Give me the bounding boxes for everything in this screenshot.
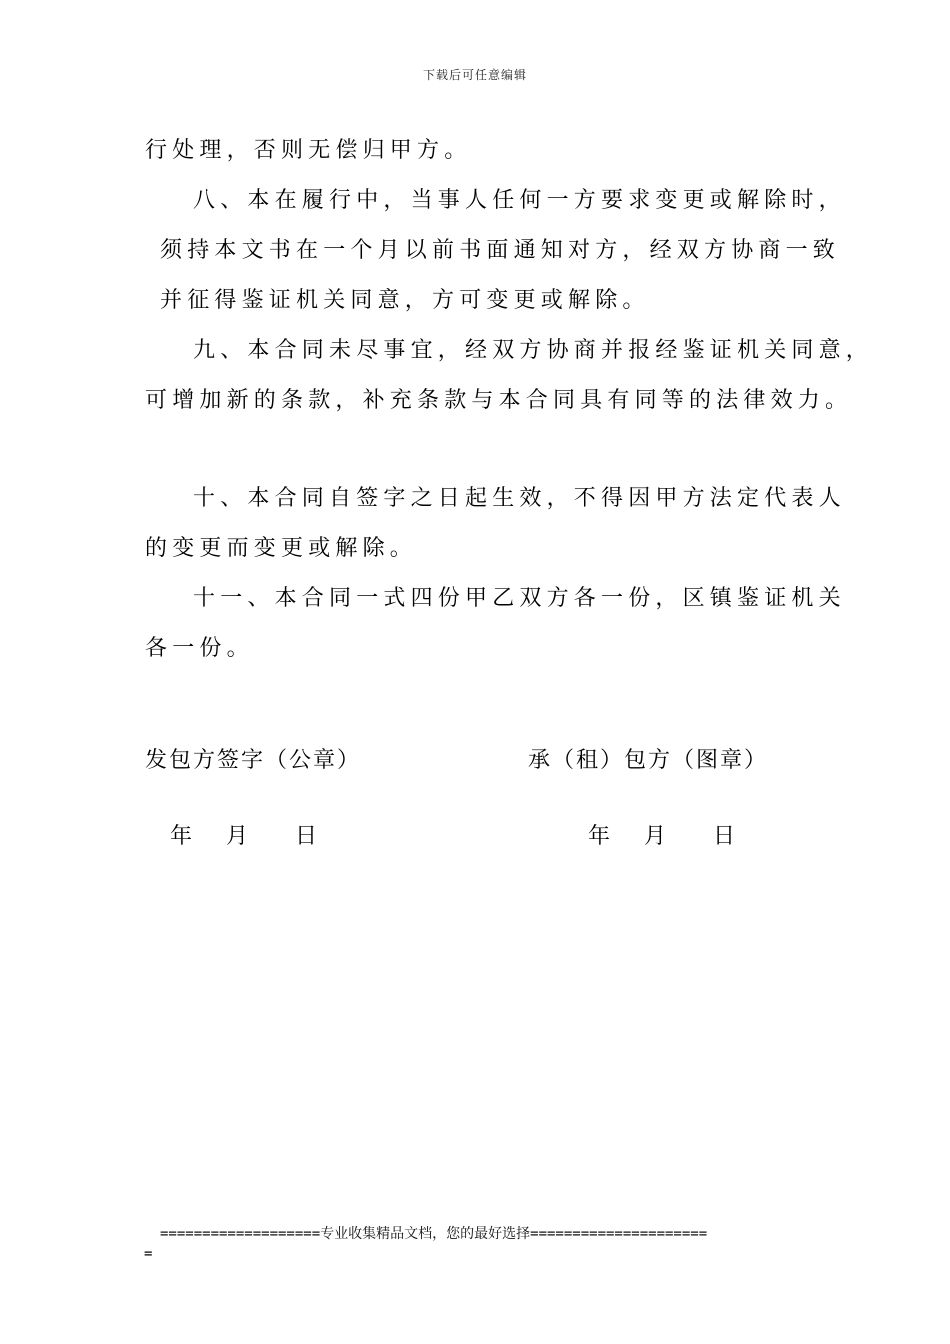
signature-left-label: 发包方签字（公章） — [145, 748, 362, 773]
clause-8-line-3: 并征得鉴证机关同意，方可变更或解除。 — [160, 288, 650, 313]
clause-10-line-2: 的变更而变更或解除。 — [145, 536, 418, 561]
clause-11-line-2: 各一份。 — [145, 636, 254, 661]
signature-left-date: 年 月 日 — [170, 824, 323, 849]
clause-11-line-1: 十一、本合同一式四份甲乙双方各一份，区镇鉴证机关 — [193, 586, 846, 611]
clause-line-1: 行处理，否则无偿归甲方。 — [145, 138, 472, 163]
signature-right-label: 承（租）包方（图章） — [528, 748, 769, 773]
header-note: 下载后可任意编辑 — [422, 68, 527, 82]
footer-banner: ===================专业收集精品文档，您的最好选择===================== — [160, 1226, 708, 1242]
clause-9-line-2: 可增加新的条款，补充条款与本合同具有同等的法律效力。 — [145, 388, 853, 413]
clause-10-line-1: 十、本合同自签字之日起生效，不得因甲方法定代表人 — [193, 486, 846, 511]
signature-right-date: 年 月 日 — [588, 824, 741, 849]
clause-9-line-1: 九、本合同未尽事宜，经双方协商并报经鉴证机关同意， — [193, 338, 874, 363]
footer-tail: = — [144, 1246, 153, 1262]
clause-8-line-2: 须持本文书在一个月以前书面通知对方，经双方协商一致 — [160, 238, 841, 263]
clause-8-line-1: 八、本在履行中，当事人任何一方要求变更或解除时， — [193, 188, 846, 213]
